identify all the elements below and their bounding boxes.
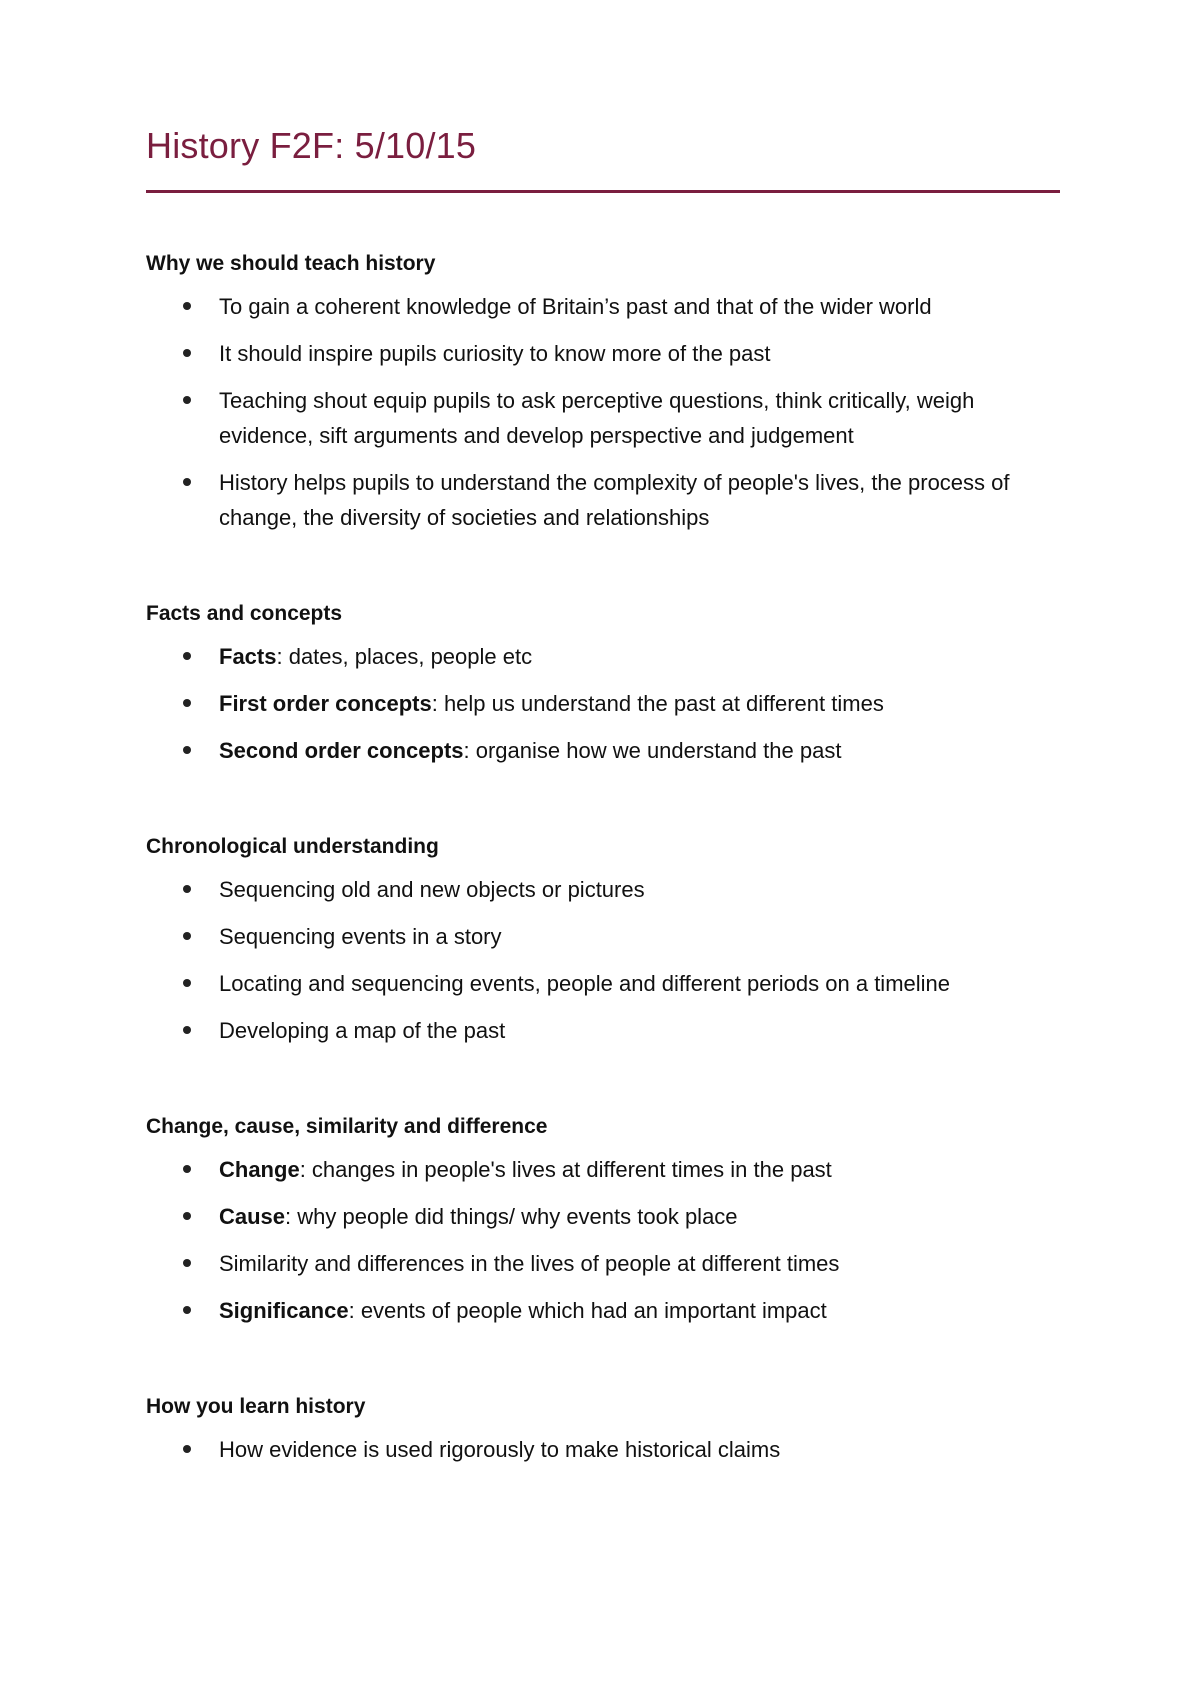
item-term: Second order concepts (219, 738, 464, 763)
section (146, 250, 1060, 535)
list-item (146, 465, 1060, 535)
bullet-icon (183, 885, 191, 893)
bullet-icon (183, 478, 191, 486)
list-item (146, 1246, 1060, 1281)
item-text: Similarity and differences in the lives of people at different times (219, 1251, 840, 1276)
item-text: To gain a coherent knowledge of Britain’s past and that of the wider world (219, 294, 932, 319)
item-text: History helps pupils to understand the complexity of people's lives, the process of change, the diversity of societies and relationships (219, 470, 1010, 530)
section-heading: Facts and concepts (146, 602, 343, 625)
section (146, 600, 1060, 768)
bullet-icon (183, 1026, 191, 1034)
item-text: : organise how we understand the past (463, 738, 842, 763)
bullet-icon (183, 1165, 191, 1173)
item-text: : help us understand the past at different times (431, 691, 884, 716)
list-item (146, 686, 1060, 721)
bullet-icon (183, 1212, 191, 1220)
bullet-icon (183, 746, 191, 754)
item-text: Locating and sequencing events, people and different periods on a timeline (219, 971, 951, 996)
bullet-list (146, 289, 1060, 535)
bullet-icon (183, 302, 191, 310)
section (146, 833, 1060, 1048)
page-title: History F2F: 5/10/15 (146, 125, 477, 166)
item-term: Change (219, 1157, 300, 1182)
item-text: : events of people which had an important impact (348, 1298, 827, 1323)
bullet-list (146, 1432, 1060, 1467)
item-term: Facts (219, 644, 277, 669)
list-item (146, 1293, 1060, 1328)
item-text: Sequencing old and new objects or pictures (219, 877, 645, 902)
list-item (146, 966, 1060, 1001)
list-item (146, 639, 1060, 674)
bullet-icon (183, 1445, 191, 1453)
document-page (146, 118, 1060, 1467)
list-item (146, 1013, 1060, 1048)
bullet-list (146, 639, 1060, 768)
list-item (146, 872, 1060, 907)
section-heading: Why we should teach history (146, 252, 436, 275)
bullet-icon (183, 1259, 191, 1267)
bullet-icon (183, 699, 191, 707)
section (146, 1113, 1060, 1328)
list-item (146, 1432, 1060, 1467)
item-text: Developing a map of the past (219, 1018, 506, 1043)
item-text: : dates, places, people etc (276, 644, 533, 669)
title-divider (146, 190, 1060, 193)
item-text: How evidence is used rigorously to make historical claims (219, 1437, 781, 1462)
bullet-icon (183, 932, 191, 940)
list-item (146, 919, 1060, 954)
list-item (146, 336, 1060, 371)
document-body (146, 250, 1060, 1467)
list-item (146, 289, 1060, 324)
bullet-icon (183, 396, 191, 404)
section-heading: Chronological understanding (146, 835, 439, 858)
item-term: First order concepts (219, 691, 432, 716)
bullet-icon (183, 1306, 191, 1314)
section (146, 1393, 1060, 1467)
list-item (146, 1199, 1060, 1234)
item-term: Cause (219, 1204, 286, 1229)
bullet-list (146, 1152, 1060, 1328)
item-text: : changes in people's lives at different times in the past (299, 1157, 832, 1182)
list-item (146, 1152, 1060, 1187)
bullet-icon (183, 652, 191, 660)
item-text: : why people did things/ why events took place (285, 1204, 738, 1229)
item-text: Teaching shout equip pupils to ask perceptive questions, think critically, weigh evidence, sift arguments and develop perspective and judgement (219, 388, 975, 448)
item-text: It should inspire pupils curiosity to know more of the past (219, 341, 771, 366)
bullet-icon (183, 349, 191, 357)
list-item (146, 383, 1060, 453)
section-heading: How you learn history (146, 1395, 366, 1418)
list-item (146, 733, 1060, 768)
item-term: Significance (219, 1298, 349, 1323)
section-heading: Change, cause, similarity and difference (146, 1115, 548, 1138)
bullet-icon (183, 979, 191, 987)
bullet-list (146, 872, 1060, 1048)
item-text: Sequencing events in a story (219, 924, 502, 949)
